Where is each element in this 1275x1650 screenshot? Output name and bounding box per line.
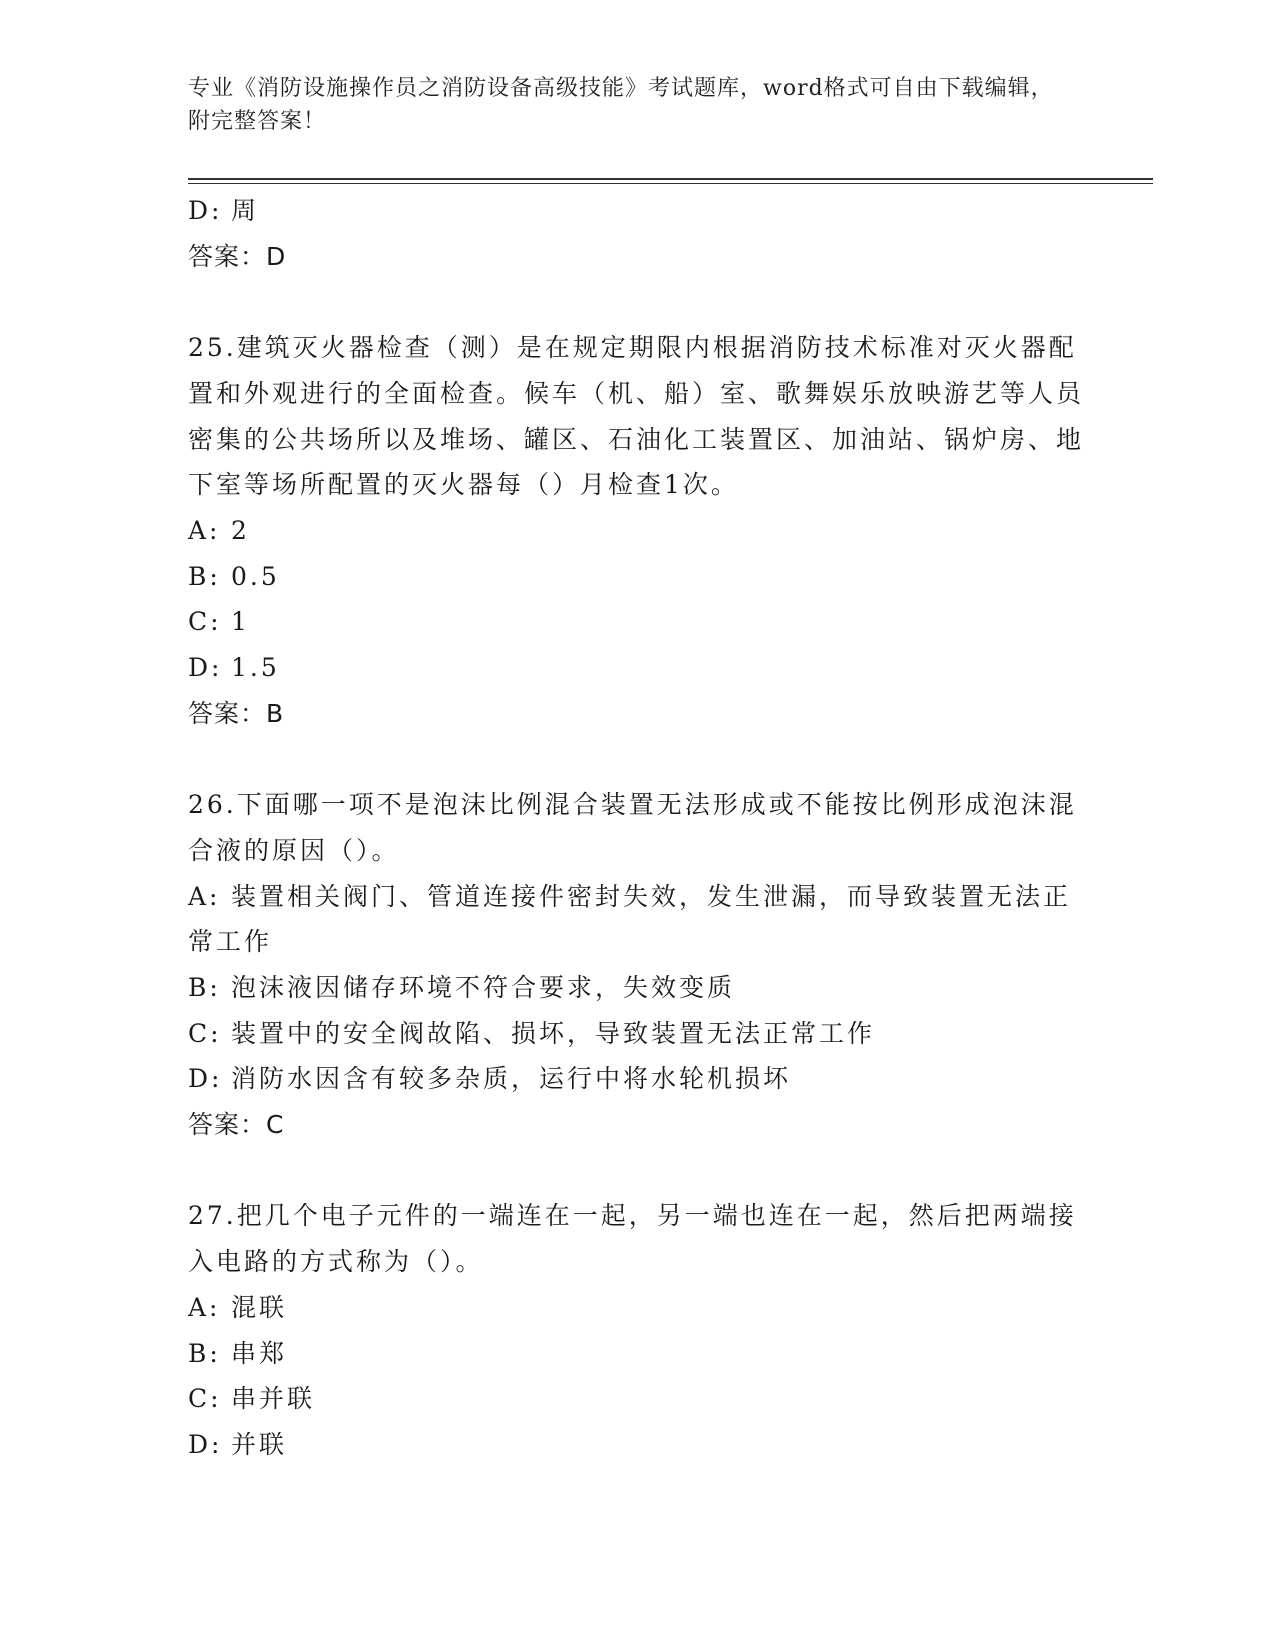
option-d: D: 消防水因含有较多杂质，运行中将水轮机损坏 <box>188 1064 792 1094</box>
question-block-26 <box>188 782 1088 1148</box>
option-d: D: 周 <box>188 196 260 225</box>
spacer <box>188 736 1088 782</box>
spacer <box>188 1148 1088 1194</box>
option-a: A: 装置相关阀门、管道连接件密封失效，发生泄漏，而导致装置无法正常工作 <box>188 881 1072 957</box>
option-c: C: 1 <box>188 607 250 637</box>
option-b: B: 0.5 <box>188 561 280 591</box>
option-d: D: 并联 <box>188 1429 288 1459</box>
header-rule-thin <box>188 183 1153 184</box>
answer-line: 答案：C <box>188 1110 285 1140</box>
option-c: C: 装置中的安全阀故陷、损坏，导致装置无法正常工作 <box>188 1018 876 1048</box>
document-body <box>188 188 1088 1468</box>
option-d: D: 1.5 <box>188 653 280 683</box>
document-header: 专业《消防设施操作员之消防设备高级技能》考试题库，word格式可自由下载编辑，附完整答案！ <box>188 76 1054 134</box>
header-rule-thick <box>188 178 1153 180</box>
question-stem: 25.建筑灭火器检查（测）是在规定期限内根据消防技术标准对灭火器配置和外观进行的全面检查。候车（机、船）室、歌舞娱乐放映游艺等人员密集的公共场所以及堆场、罐区、石油化工装置区、加油站、锅炉房、地下室等场所配置的灭火器每（）月检查1次。 <box>188 333 1085 500</box>
option-a: A: 2 <box>188 515 250 545</box>
answer-line: 答案：B <box>188 698 285 728</box>
answer-line: 答案：D <box>188 241 287 271</box>
option-b: B: 泡沫液因储存环境不符合要求，失效变质 <box>188 972 736 1002</box>
question-stem: 26.下面哪一项不是泡沫比例混合装置无法形成或不能按比例形成泡沫混合液的原因（）。 <box>188 790 1077 865</box>
option-b: B: 串郑 <box>188 1338 288 1368</box>
question-block-25 <box>188 325 1088 736</box>
option-a: A: 混联 <box>188 1292 288 1322</box>
question-stem: 27.把几个电子元件的一端连在一起，另一端也连在一起，然后把两端接入电路的方式称为（）。 <box>188 1201 1077 1277</box>
option-c: C: 串并联 <box>188 1384 316 1414</box>
question-block-27 <box>188 1193 1088 1467</box>
spacer <box>188 279 1088 325</box>
